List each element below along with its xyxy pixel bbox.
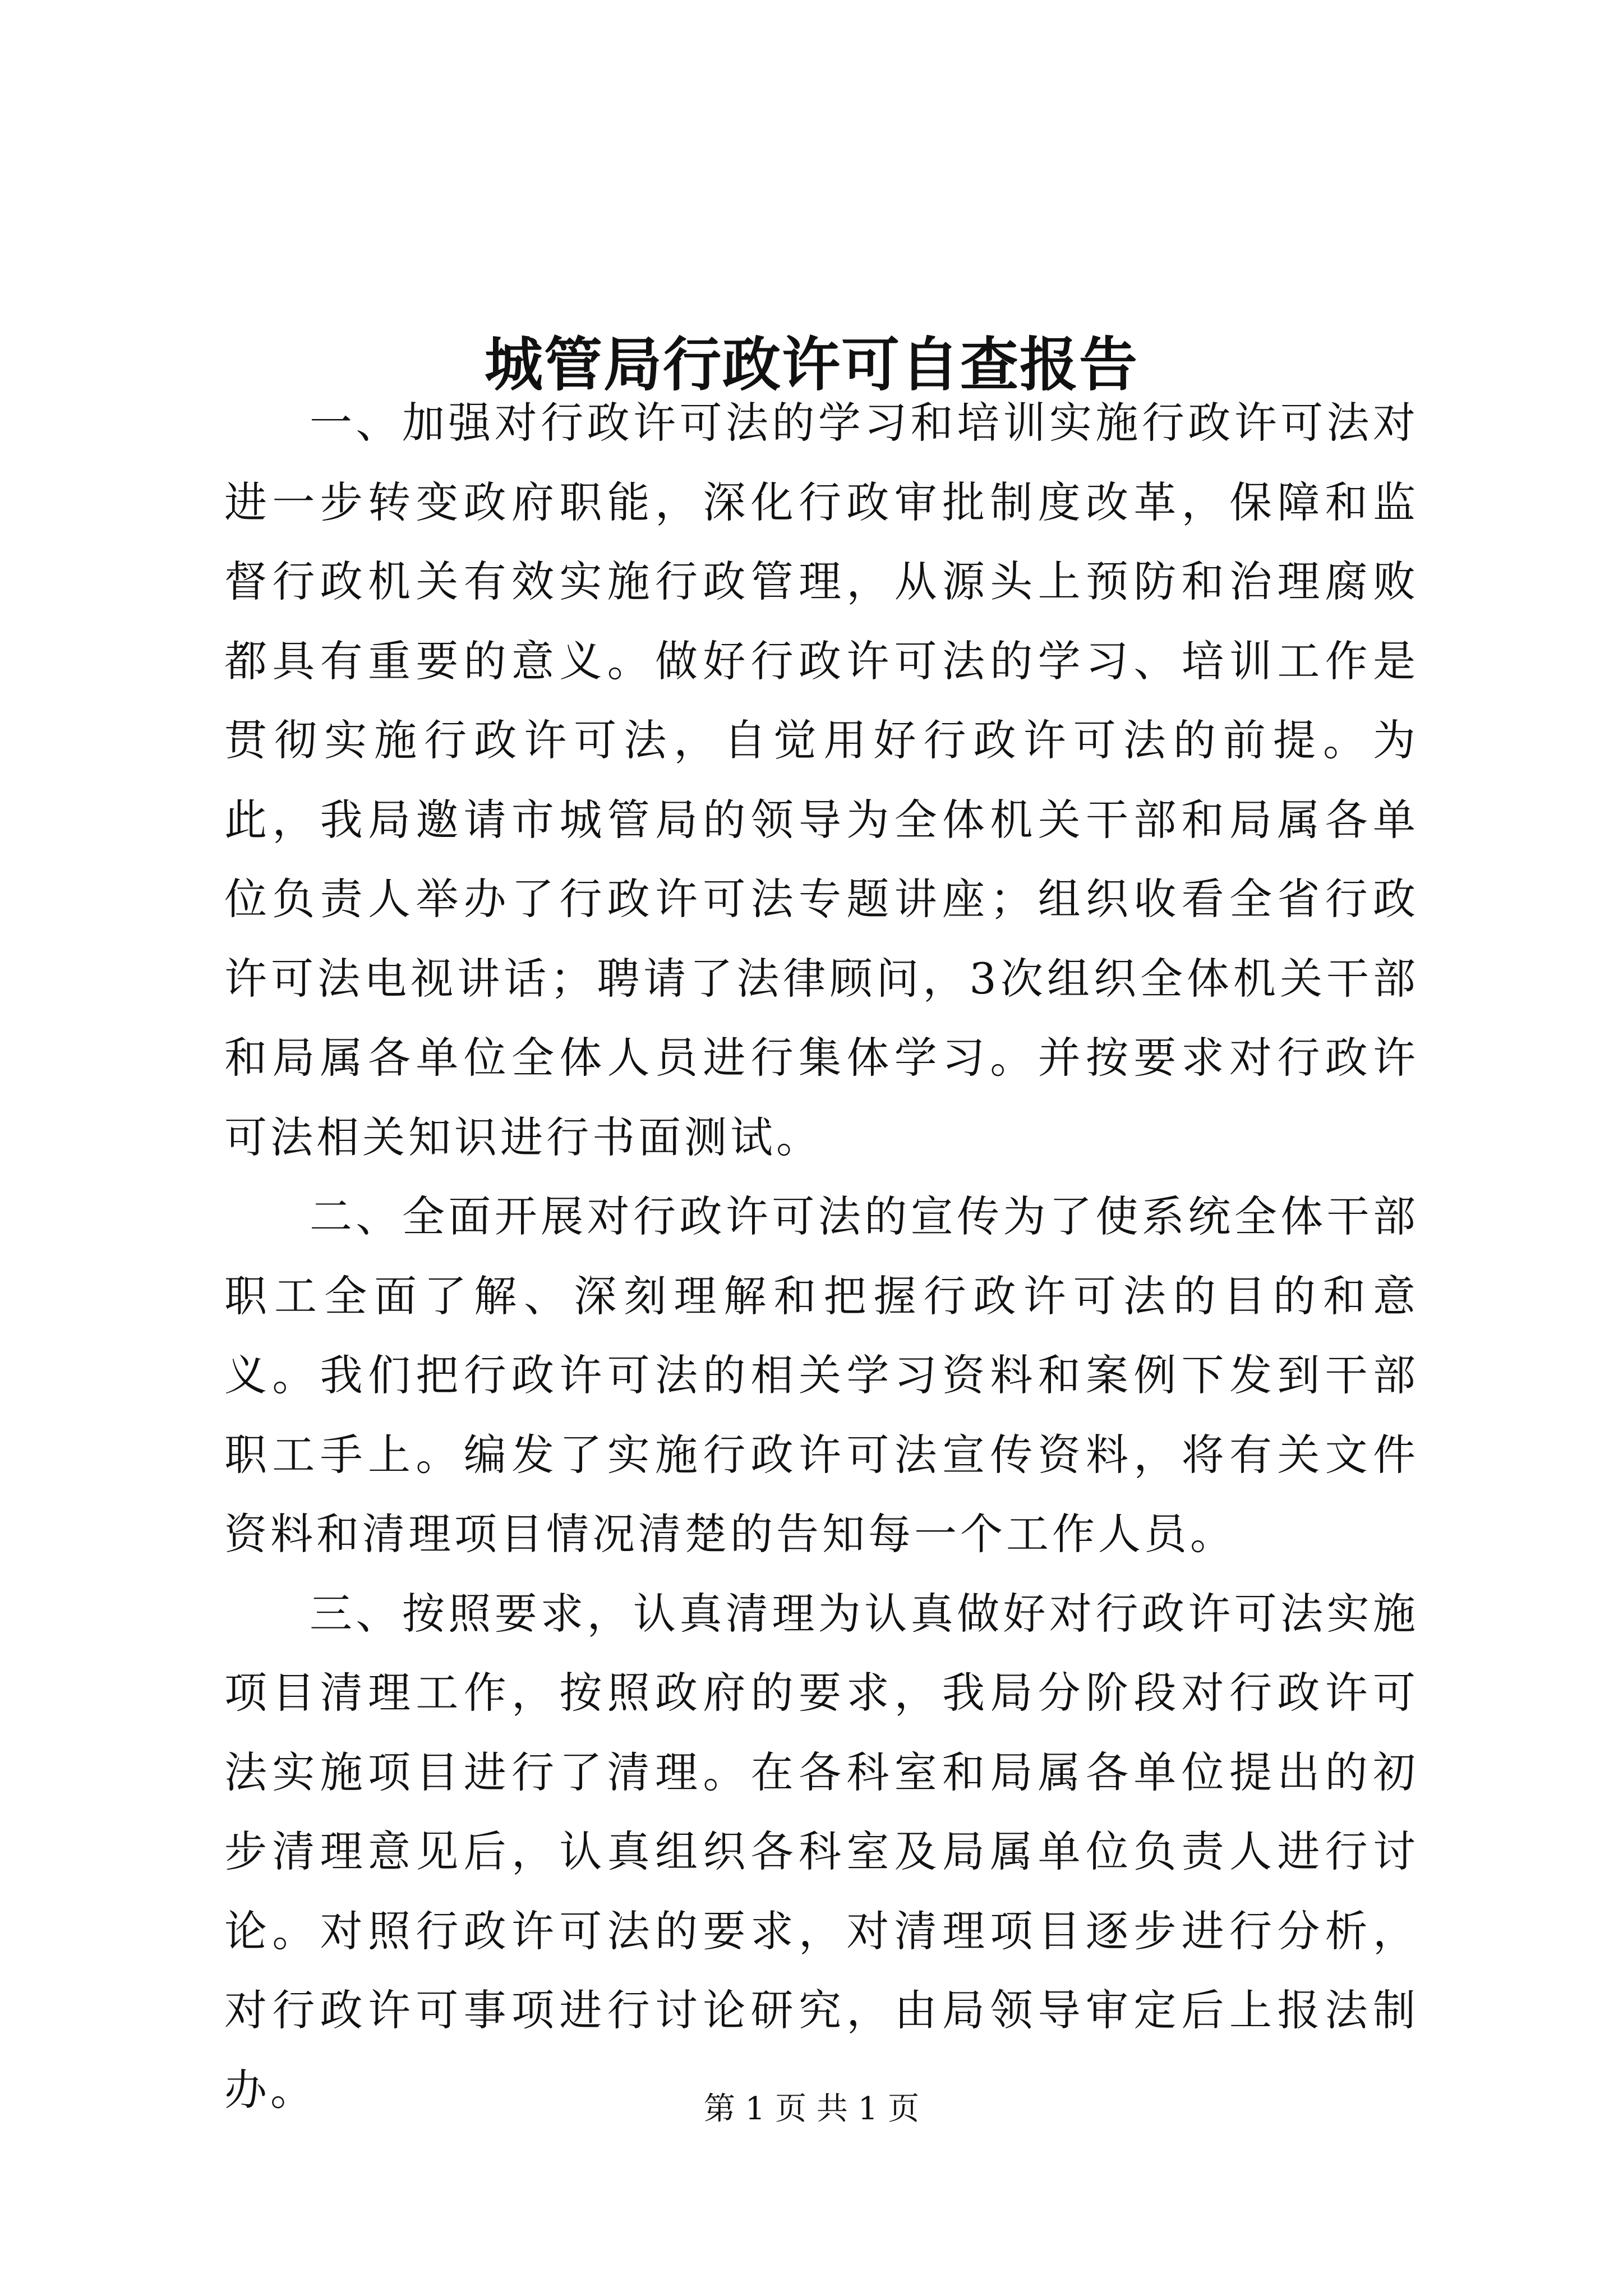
- document-title: 城管局行政许可自查报告: [484, 329, 1138, 399]
- paragraph-2: 二、全面开展对行政许可法的宣传为了使系统全体干部职工全面了解、深刻理解和把握行政许可法的目的和意义。我们把行政许可法的相关学习资料和案例下发到干部职工手上。编发了实施行政许可法宣传资料，将有关文件资料和清理项目情况清楚的告知每一个工作人员。: [224, 1191, 1419, 1559]
- paragraph-1: 一、加强对行政许可法的学习和培训实施行政许可法对进一步转变政府职能，深化行政审批制度改革，保障和监督行政机关有效实施行政管理，从源头上预防和治理腐败都具有重要的意义。做好行政许可法的学习、培训工作是贯彻实施行政许可法，自觉用好行政许可法的前提。为此，我局邀请市城管局的领导为全体机关干部和局属各单位负责人举办了行政许可法专题讲座；组织收看全省行政许可法电视讲话；聘请了法律顾问，3次组织全体机关干部和局属各单位全体人员进行集体学习。并按要求对行政许可法相关知识进行书面测试。: [224, 398, 1419, 1162]
- page-footer: 第 1 页 共 1 页: [703, 2091, 920, 2127]
- document-body: [224, 383, 1419, 2129]
- paragraph-3: 三、按照要求，认真清理为认真做好对行政许可法实施项目清理工作，按照政府的要求，我局分阶段对行政许可法实施项目进行了清理。在各科室和局属各单位提出的初步清理意见后，认真组织各科室及局属单位负责人进行讨论。对照行政许可法的要求，对清理项目逐步进行分析，对行政许可事项进行讨论研究，由局领导审定后上报法制办。: [224, 1588, 1419, 2115]
